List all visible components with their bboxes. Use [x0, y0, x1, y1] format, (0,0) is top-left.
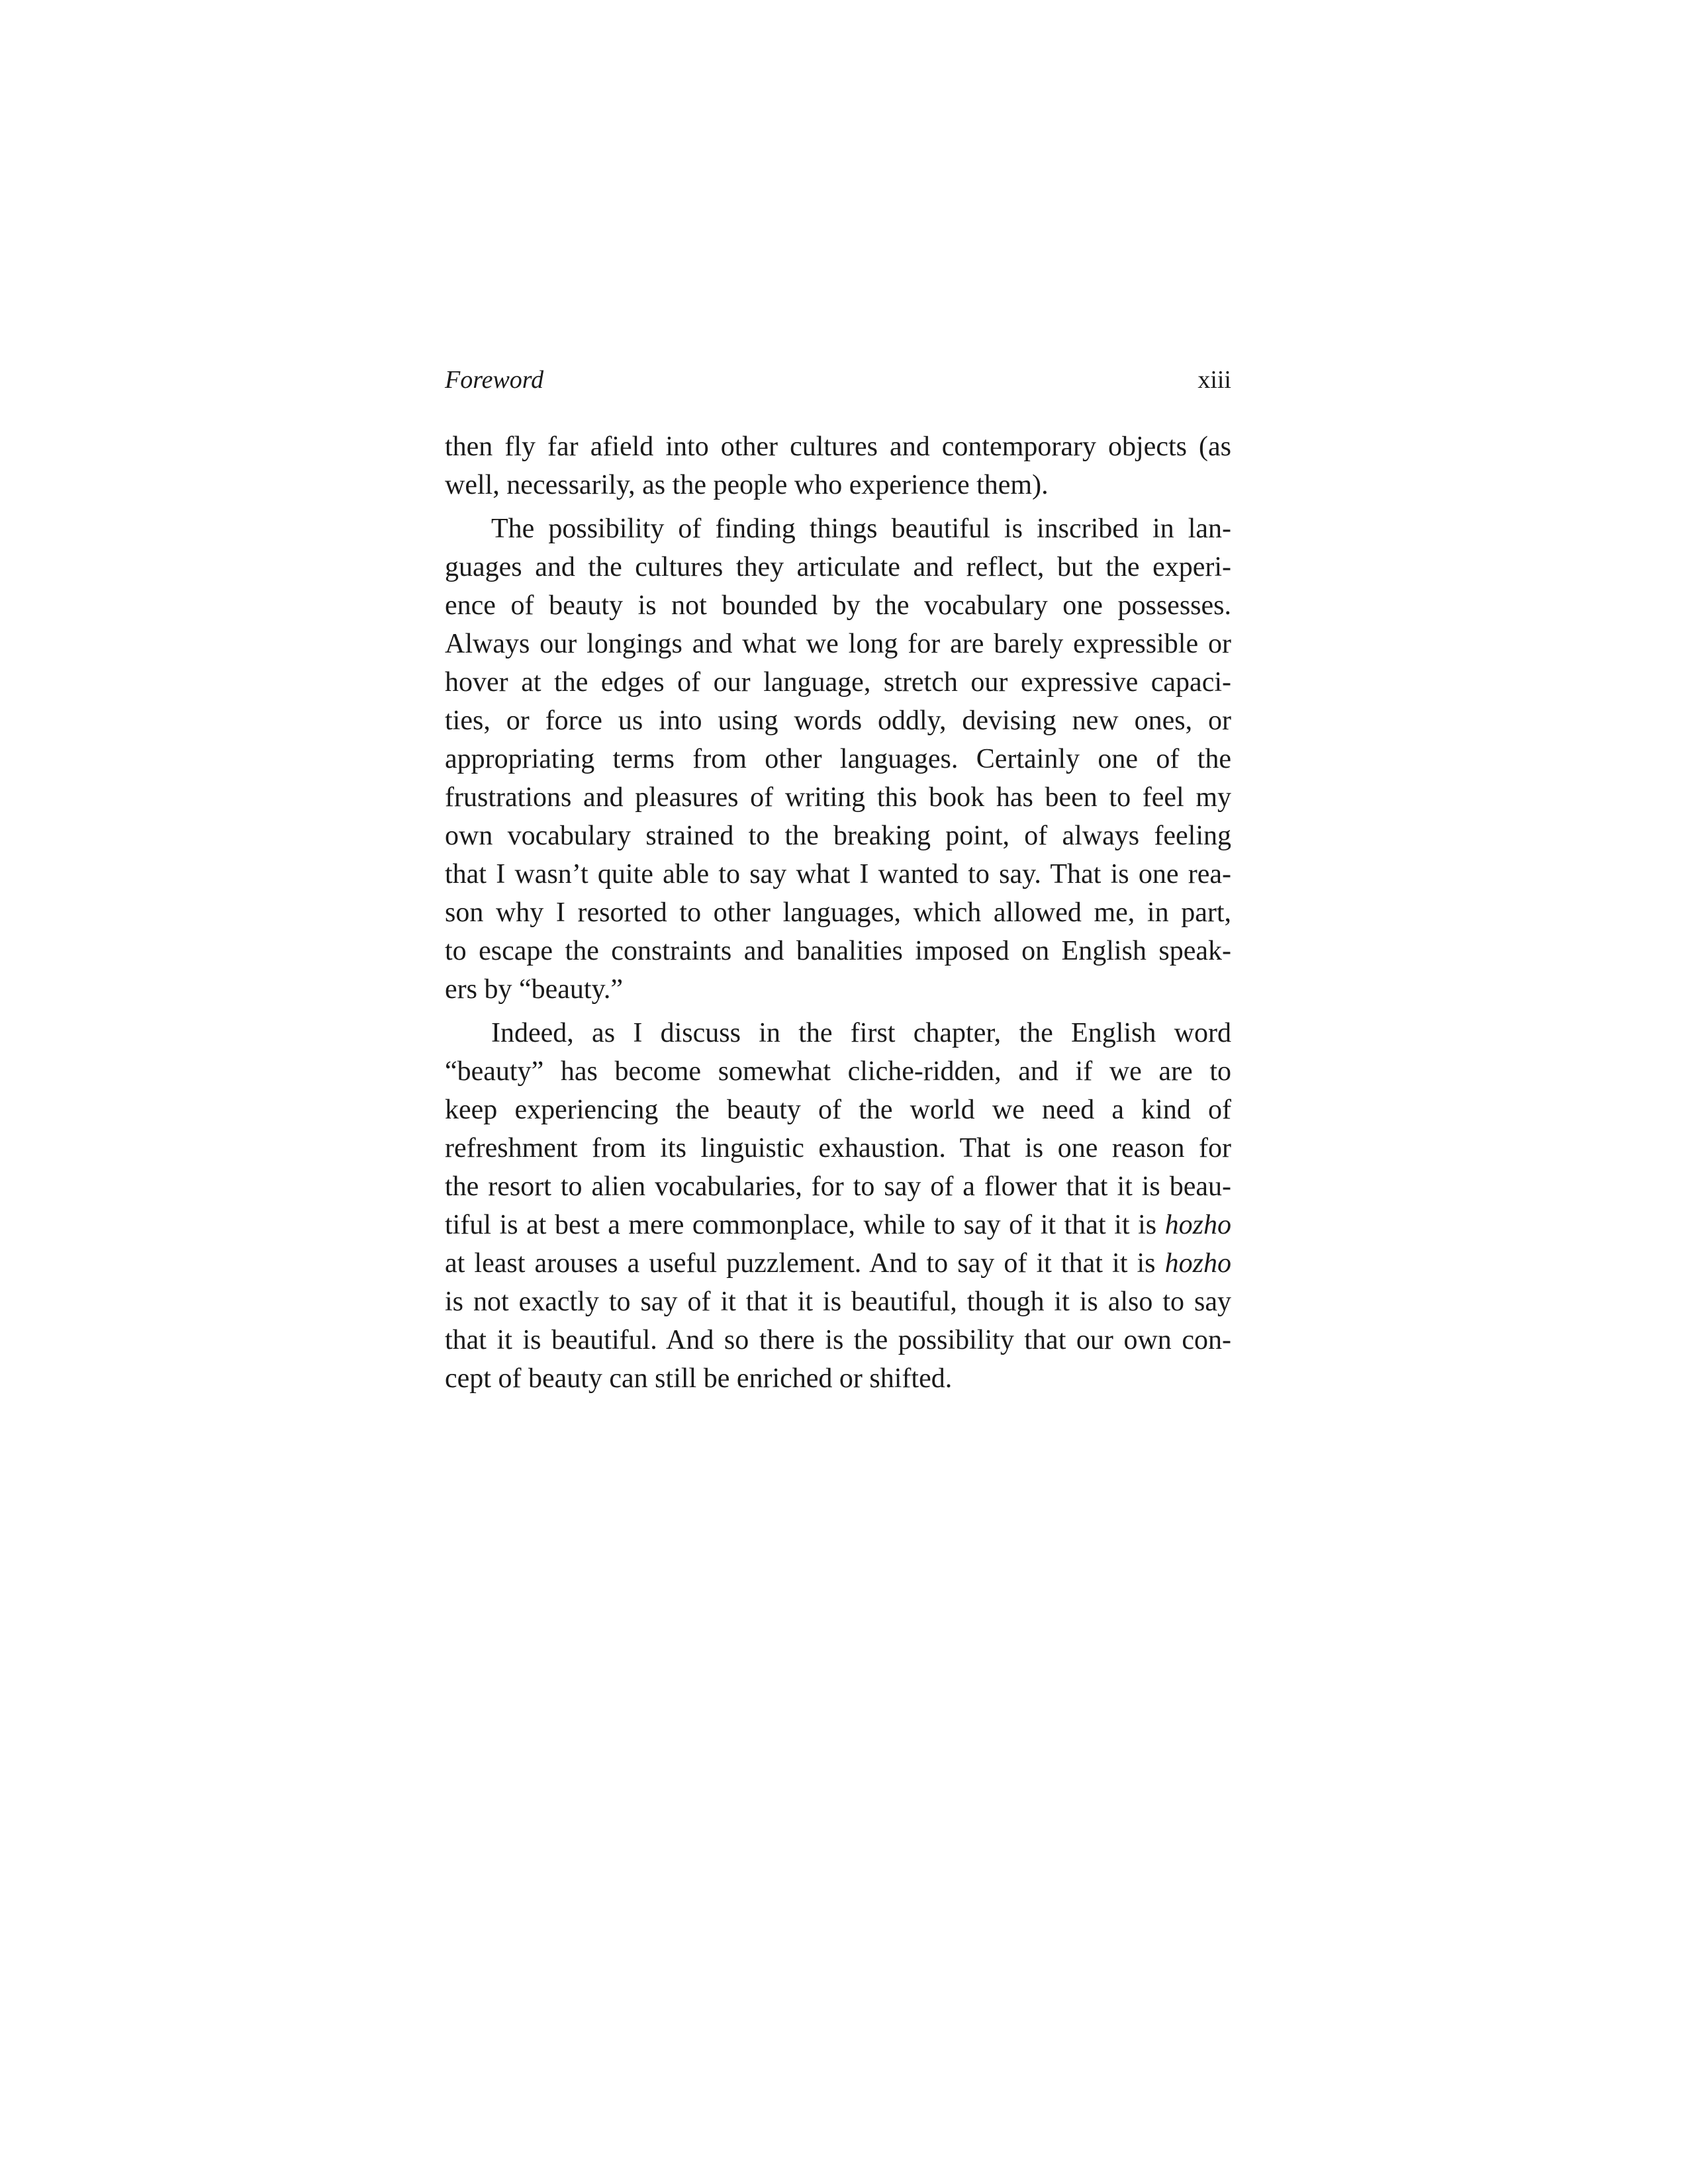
paragraph-gap	[445, 504, 1231, 510]
text-line: ties, or force us into using words oddly, devising new ones, or	[445, 705, 1231, 736]
text-line: the resort to alien vocabularies, for to say of a flower that it is beau-	[445, 1171, 1231, 1202]
text-line: The possibility of finding things beautiful is inscribed in lan-	[491, 514, 1231, 544]
text-line: then fly far afield into other cultures and contemporary objects (as	[445, 432, 1231, 462]
text-line: ers by “beauty.”	[445, 974, 623, 1005]
paragraph	[445, 510, 1231, 1009]
body-text	[445, 428, 1231, 1460]
text-line: ence of beauty is not bounded by the vocabulary one possesses.	[445, 590, 1231, 621]
text-line: frustrations and pleasures of writing this book has been to feel my	[445, 782, 1231, 813]
text-line: well, necessarily, as the people who experience them).	[445, 470, 1049, 500]
text-line-segment: at least arouses a useful puzzlement. And to say of it that it is	[445, 1248, 1156, 1279]
text-line: hover at the edges of our language, stretch our expressive capaci-	[445, 667, 1231, 698]
running-head-title: Foreword	[445, 366, 544, 394]
text-line: Indeed, as I discuss in the first chapter, the English word	[491, 1018, 1231, 1048]
text-line: son why I resorted to other languages, which allowed me, in part,	[445, 897, 1231, 928]
paragraph	[445, 1014, 1231, 1398]
paragraph	[445, 428, 1231, 504]
text-line: guages and the cultures they articulate and reflect, but the experi-	[445, 552, 1231, 582]
text-line-with-italic	[445, 1206, 1231, 1244]
text-line: keep experiencing the beauty of the world we need a kind of	[445, 1095, 1231, 1125]
italic-term: hozho	[1164, 1210, 1232, 1240]
text-line: is not exactly to say of it that it is beautiful, though it is also to say	[445, 1287, 1231, 1317]
text-line: Always our longings and what we long for are barely expressible or	[445, 629, 1231, 659]
text-line: own vocabulary strained to the breaking point, of always feeling	[445, 821, 1231, 851]
page-number: xiii	[1197, 366, 1231, 394]
text-line: appropriating terms from other languages. Certainly one of the	[445, 744, 1231, 774]
running-head	[445, 365, 1231, 398]
text-line: cept of beauty can still be enriched or shifted.	[445, 1363, 953, 1394]
text-line: that it is beautiful. And so there is the possibility that our own con-	[445, 1325, 1231, 1355]
text-line: “beauty” has become somewhat cliche-ridden, and if we are to	[445, 1056, 1231, 1087]
italic-term: hozho	[1164, 1248, 1231, 1279]
text-line: to escape the constraints and banalities imposed on English speak-	[445, 936, 1231, 966]
text-line: refreshment from its linguistic exhaustion. That is one reason for	[445, 1133, 1231, 1163]
text-line: that I wasn’t quite able to say what I wanted to say. That is one rea-	[445, 859, 1231, 889]
paragraph-gap	[445, 1009, 1231, 1014]
text-line-segment: tiful is at best a mere commonplace, while to say of it that it is	[445, 1210, 1157, 1240]
text-line-with-italic	[445, 1244, 1231, 1283]
